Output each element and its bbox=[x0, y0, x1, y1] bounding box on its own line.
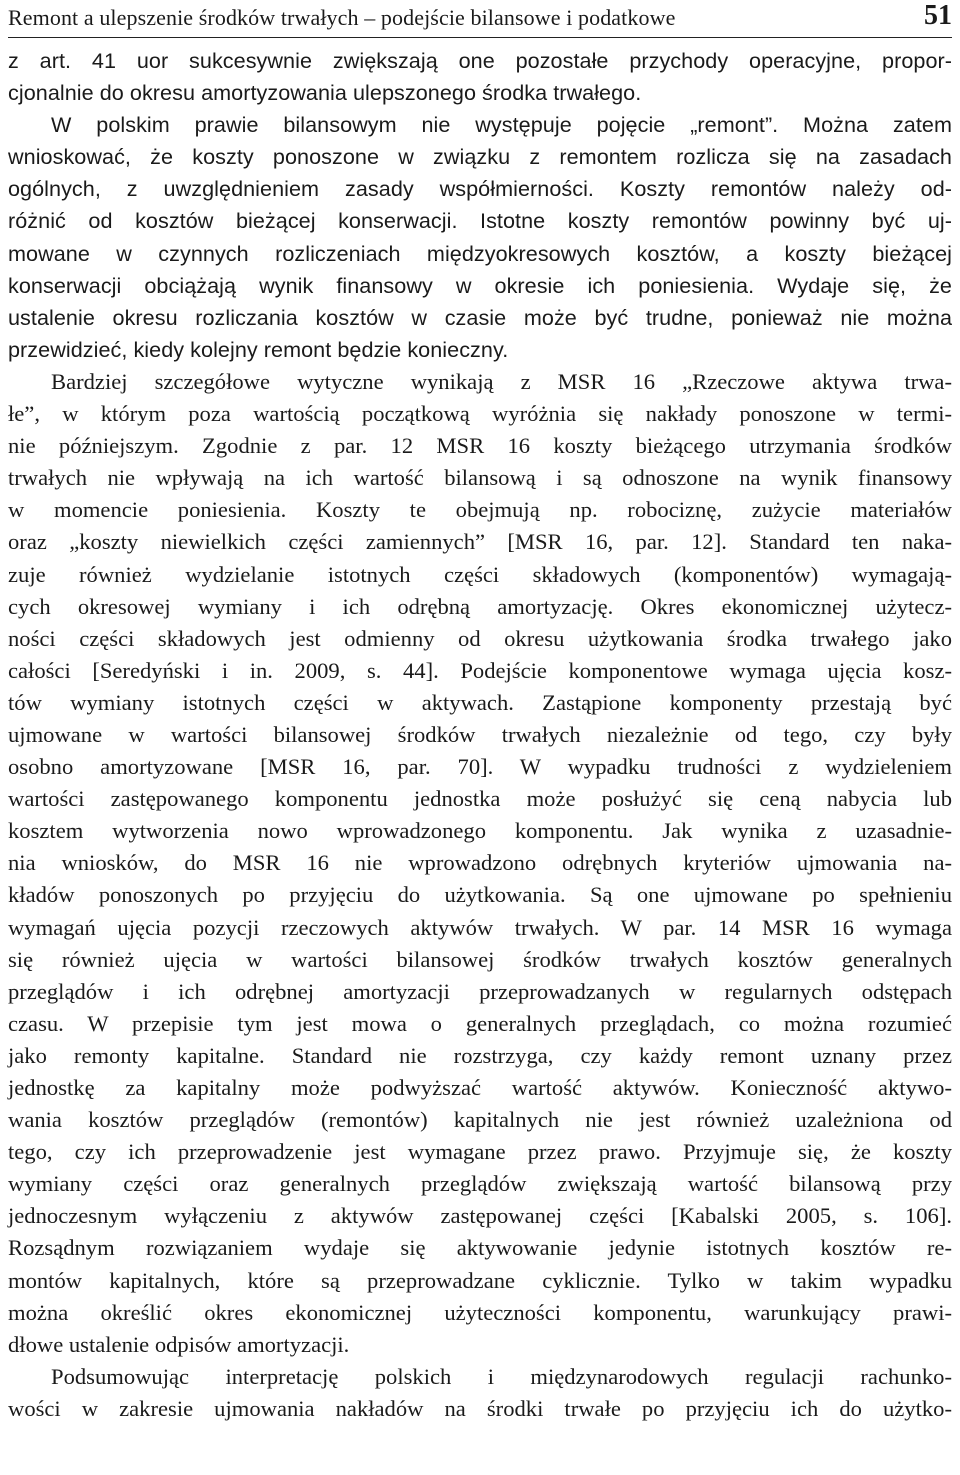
text-line: mowane w czynnych rozliczeniach międzyokresowych kosztów, a koszty bieżącej bbox=[8, 240, 952, 266]
text-line: nia wniosków, do MSR 16 nie wprowadzono odrębnych kryteriów ujmowania na- bbox=[8, 850, 952, 876]
text-line: W polskim prawie bilansowym nie występuje pojęcie „remont”. Można zatem bbox=[51, 112, 952, 138]
text-line: przeglądów i ich odrębnej amortyzacji przeprowadzanych w regularnych odstępach bbox=[8, 978, 952, 1004]
text-line: jednostkę za kapitalny może podwyższać wartość aktywów. Konieczność aktywo- bbox=[8, 1075, 952, 1100]
text-line: łe”, w którym poza wartością początkową wyróżnia się nakłady ponoszone w termi- bbox=[8, 401, 952, 427]
text-line: wymagań ujęcia pozycji rzeczowych aktywów trwałych. W par. 14 MSR 16 wymaga bbox=[8, 914, 952, 940]
text-line: wania kosztów przeglądów (remontów) kapitalnych nie jest również uzależniona od bbox=[8, 1107, 952, 1133]
text-line: ujmowane w wartości bilansowej środków trwałych niezależnie od tego, czy były bbox=[8, 721, 952, 747]
text-line: osobno amortyzowane [MSR 16, par. 70]. W wypadku trudności z wydzieleniem bbox=[8, 754, 952, 780]
text-line: ogólnych, z uwzględnieniem zasady współmierności. Koszty remontów należy od- bbox=[8, 176, 952, 202]
text-line: można określić okres ekonomicznej użyteczności komponentu, warunkujący prawi- bbox=[8, 1299, 952, 1325]
text-line: Bardziej szczegółowe wytyczne wynikają z MSR 16 „Rzeczowe aktywa trwa- bbox=[51, 368, 952, 394]
text-line: dłowe ustalenie odpisów amortyzacji. bbox=[8, 1331, 350, 1357]
text-line: nie późniejszym. Zgodnie z par. 12 MSR 16 koszty bieżącego utrzymania środków bbox=[8, 433, 952, 459]
text-line: wartości zastępowanego komponentu jednostka może posłużyć się ceną nabycia lub bbox=[8, 786, 952, 812]
text-line: cjonalnie do okresu amortyzowania ulepszonego środka trwałego. bbox=[8, 80, 642, 106]
text-line: całości [Seredyński i in. 2009, s. 44]. Podejście komponentowe wymaga ujęcia kosz- bbox=[8, 657, 952, 683]
text-line: przewidzieć, kiedy kolejny remont będzie konieczny. bbox=[8, 336, 509, 362]
text-line: wnioskować, że koszty ponoszone w związku z remontem rozlicza się na zasadach bbox=[8, 144, 952, 170]
text-line: montów kapitalnych, które są przeprowadzane cyklicznie. Tylko w takim wypadku bbox=[8, 1267, 952, 1293]
text-line: kładów ponoszonych po przyjęciu do użytkowania. Są one ujmowane po spełnieniu bbox=[8, 882, 952, 908]
page-number: 51 bbox=[924, 0, 952, 31]
text-line: cych okresowej wymiany i ich odrębną amortyzację. Okres ekonomicznej użytecz- bbox=[8, 593, 952, 619]
body-text bbox=[8, 45, 952, 1425]
text-line: kosztem wytworzenia nowo wprowadzonego komponentu. Jak wynika z uzasadnie- bbox=[8, 818, 952, 844]
text-line: Rozsądnym rozwiązaniem wydaje się aktywowanie jedynie istotnych kosztów re- bbox=[8, 1235, 952, 1261]
text-line: ności części składowych jest odmienny od okresu użytkowania środka trwałego jako bbox=[8, 625, 952, 651]
text-line: w momencie poniesienia. Koszty te obejmują np. robociznę, zużycie materiałów bbox=[8, 497, 952, 523]
text-line: wymiany części oraz generalnych przeglądów zwiększają wartość bilansową przy bbox=[8, 1171, 952, 1197]
text-line: jednoczesnym wyłączeniu z aktywów zastępowanej części [Kabalski 2005, s. 106]. bbox=[8, 1203, 952, 1229]
text-line: ustalenie okresu rozliczania kosztów w czasie może być trudne, ponieważ nie można bbox=[8, 304, 952, 330]
text-line: różnić od kosztów bieżącej konserwacji. Istotne koszty remontów powinny być uj- bbox=[8, 208, 952, 234]
text-line: tów wymiany istotnych części w aktywach. Zastąpione komponenty przestają być bbox=[8, 689, 952, 715]
text-line: tego, czy ich przeprowadzenie jest wymagane przez prawo. Przyjmuje się, że koszty bbox=[8, 1139, 952, 1165]
text-line: trwałych nie wpływają na ich wartość bilansową i są odnoszone na wynik finansowy bbox=[8, 465, 952, 491]
header-title: Remont a ulepszenie środków trwałych – podejście bilansowe i podatkowe bbox=[8, 5, 676, 30]
text-line: z art. 41 uor sukcesywnie zwiększają one pozostałe przychody operacyjne, propor- bbox=[8, 48, 952, 73]
text-line: się również ujęcia w wartości bilansowej środków trwałych kosztów generalnych bbox=[8, 946, 952, 972]
text-line: zuje również wydzielanie istotnych części składowych (komponentów) wymagają- bbox=[8, 561, 952, 587]
text-line: czasu. W przepisie tym jest mowa o generalnych przeglądach, co można rozumieć bbox=[8, 1010, 952, 1036]
text-line: Podsumowując interpretację polskich i międzynarodowych regulacji rachunko- bbox=[51, 1363, 952, 1389]
text-line: jako remonty kapitalne. Standard nie rozstrzyga, czy każdy remont uznany przez bbox=[8, 1042, 952, 1068]
text-line: oraz „koszty niewielkich części zamiennych” [MSR 16, par. 12]. Standard ten naka- bbox=[8, 529, 952, 555]
running-header bbox=[8, 0, 952, 38]
text-line: wości w zakresie ujmowania nakładów na środki trwałe po przyjęciu ich do użytko- bbox=[8, 1395, 952, 1421]
text-line: konserwacji obciążają wynik finansowy w okresie ich poniesienia. Wydaje się, że bbox=[8, 272, 952, 298]
